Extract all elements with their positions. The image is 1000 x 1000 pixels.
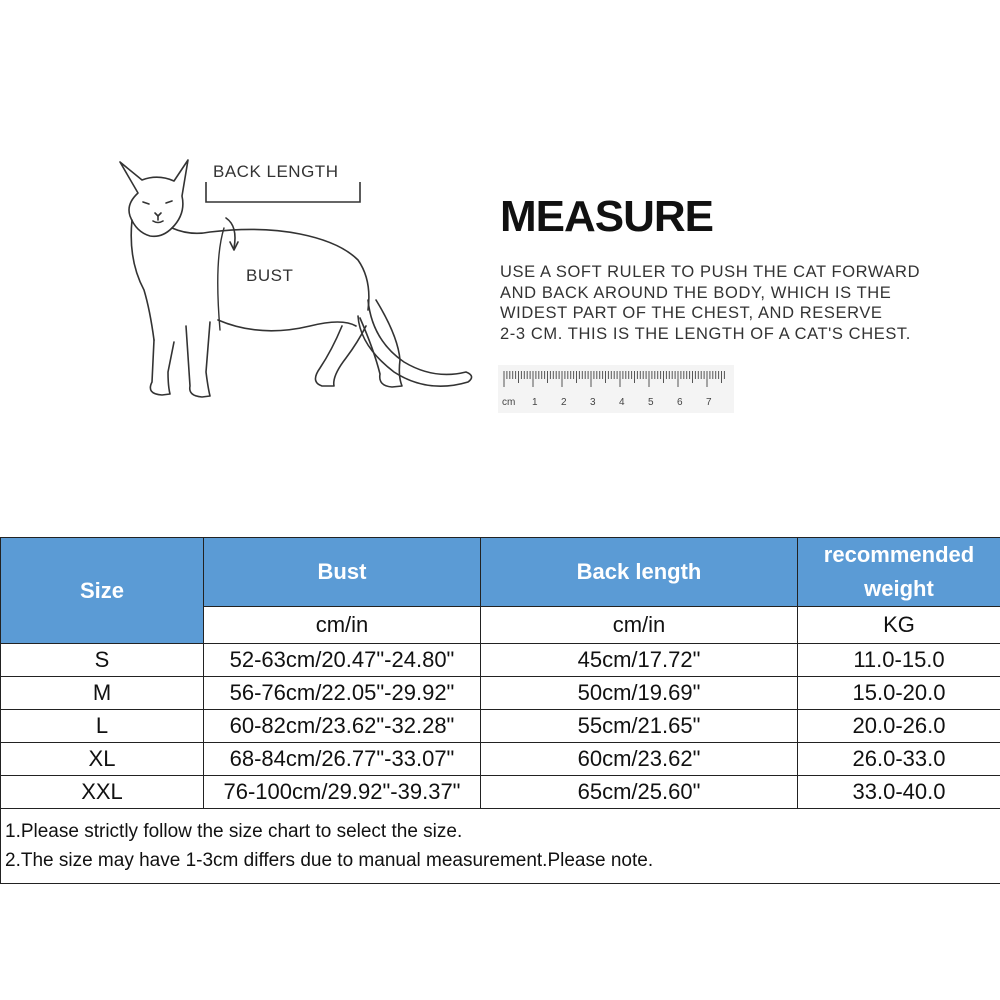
note-line: 1.Please strictly follow the size chart to select the size. xyxy=(5,821,463,842)
table-row xyxy=(1,776,1000,809)
cell-size: XXL xyxy=(1,776,204,809)
header-weight-line2: weight xyxy=(864,576,934,601)
cell-back-length: 55cm/21.65" xyxy=(481,710,798,743)
cell-bust: 76-100cm/29.92"-39.37" xyxy=(204,776,481,809)
cell-weight: 33.0-40.0 xyxy=(798,776,1000,809)
header-recommended-weight xyxy=(798,538,1000,607)
cell-bust: 56-76cm/22.05"-29.92" xyxy=(204,677,481,710)
cell-weight: 11.0-15.0 xyxy=(798,644,1000,677)
table-row xyxy=(1,677,1000,710)
cell-weight: 20.0-26.0 xyxy=(798,710,1000,743)
cell-size: XL xyxy=(1,743,204,776)
bust-label: BUST xyxy=(246,266,294,285)
ruler-number: 5 xyxy=(648,397,654,408)
table-row xyxy=(1,743,1000,776)
cell-weight: 15.0-20.0 xyxy=(798,677,1000,710)
table-row xyxy=(1,644,1000,677)
cell-back-length: 60cm/23.62" xyxy=(481,743,798,776)
cat-illustration xyxy=(110,150,480,410)
header-bust: Bust xyxy=(204,538,481,607)
back-length-label: BACK LENGTH xyxy=(213,162,339,181)
unit-bust: cm/in xyxy=(204,607,481,644)
measure-title: MEASURE xyxy=(500,192,714,241)
ruler-number: 6 xyxy=(677,397,683,408)
cell-size: M xyxy=(1,677,204,710)
instruction-line: WIDEST PART OF THE CHEST, AND RESERVE xyxy=(500,304,883,322)
cell-back-length: 50cm/19.69" xyxy=(481,677,798,710)
ruler-number: 4 xyxy=(619,397,625,408)
ruler-number: 1 xyxy=(532,397,538,408)
cell-size: S xyxy=(1,644,204,677)
unit-weight: KG xyxy=(798,607,1000,644)
ruler-image xyxy=(498,365,734,413)
table-row xyxy=(1,710,1000,743)
ruler-number: 7 xyxy=(706,397,712,408)
note-line: 2.The size may have 1-3cm differs due to manual measurement.Please note. xyxy=(5,850,654,871)
ruler-unit: cm xyxy=(502,397,516,408)
cell-weight: 26.0-33.0 xyxy=(798,743,1000,776)
size-chart-table xyxy=(0,537,1000,884)
cell-bust: 52-63cm/20.47"-24.80" xyxy=(204,644,481,677)
cell-size: L xyxy=(1,710,204,743)
ruler-number: 2 xyxy=(561,397,567,408)
unit-back-length: cm/in xyxy=(481,607,798,644)
header-weight-line1: recommended xyxy=(823,542,975,567)
cell-back-length: 45cm/17.72" xyxy=(481,644,798,677)
cell-bust: 68-84cm/26.77"-33.07" xyxy=(204,743,481,776)
header-size: Size xyxy=(1,538,204,644)
instruction-line: AND BACK AROUND THE BODY, WHICH IS THE xyxy=(500,283,892,302)
ruler-number: 3 xyxy=(590,397,596,408)
measure-instructions xyxy=(500,262,980,344)
cell-back-length: 65cm/25.60" xyxy=(481,776,798,809)
notes-cell xyxy=(1,809,1000,884)
cell-bust: 60-82cm/23.62"-32.28" xyxy=(204,710,481,743)
instruction-line: 2-3 CM. THIS IS THE LENGTH OF A CAT'S CHEST. xyxy=(500,324,911,343)
instruction-line: USE A SOFT RULER TO PUSH THE CAT FORWARD xyxy=(500,263,921,281)
header-back-length: Back length xyxy=(481,538,798,607)
